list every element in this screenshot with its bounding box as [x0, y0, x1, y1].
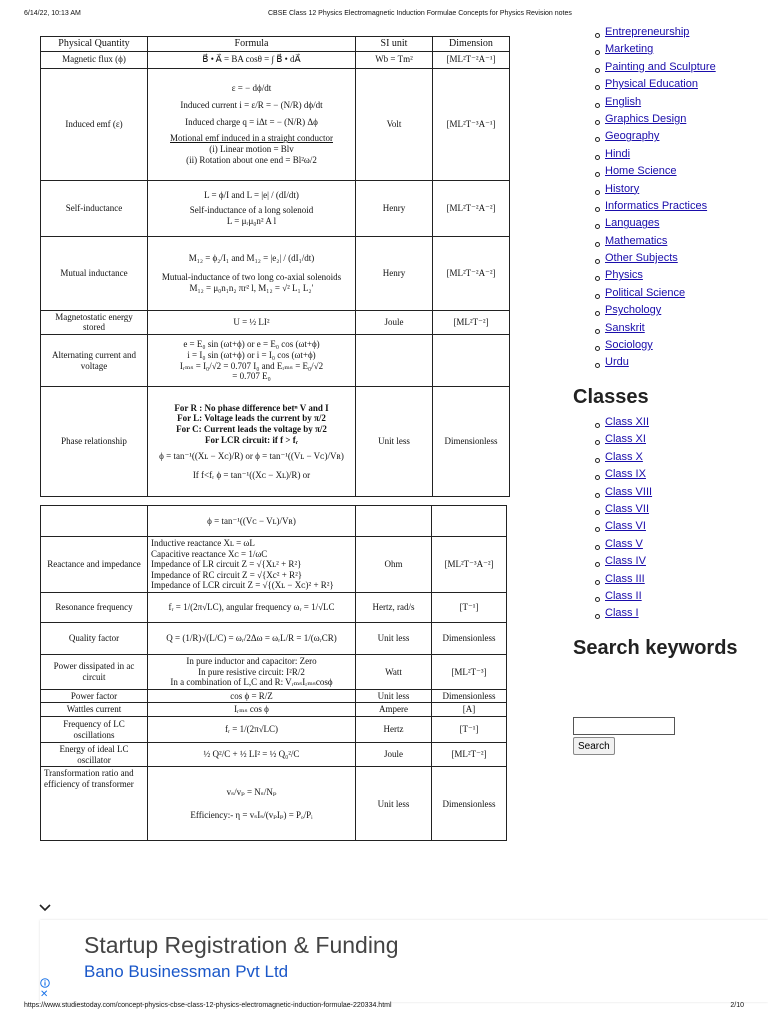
- list-item: [573, 26, 753, 43]
- table-row: [41, 689, 507, 703]
- formula-line: Capacitive reactance Xᴄ = 1/ωC: [151, 548, 268, 559]
- formula-line: vₛ/vₚ = Nₛ/Nₚ: [226, 787, 277, 798]
- column-header: Formula: [148, 37, 356, 52]
- list-item: [573, 339, 753, 356]
- search-button[interactable]: Search: [573, 737, 615, 755]
- subject-link[interactable]: English: [605, 95, 642, 108]
- formula-line: In pure resistive circuit: I²R/2: [198, 666, 305, 677]
- table-row: [41, 743, 507, 767]
- formula-cell: [148, 506, 356, 537]
- formula-cell: [148, 743, 356, 767]
- subject-link[interactable]: Physics: [605, 269, 643, 282]
- subject-link[interactable]: Home Science: [605, 165, 677, 178]
- dimension-cell: [ML²T⁻²]: [432, 743, 507, 767]
- subject-link[interactable]: Mathematics: [605, 234, 668, 247]
- formula-cell: [148, 68, 356, 180]
- table-row: [41, 593, 507, 623]
- unit-cell: Hertz, rad/s: [356, 593, 432, 623]
- formula-line: Induced charge q = iΔt = − (N/R) Δϕ: [185, 116, 318, 127]
- formula-line: (ii) Rotation about one end = Bl²ω/2: [186, 154, 317, 165]
- page-number: 2/10: [730, 1002, 744, 1009]
- table-row: [41, 623, 507, 655]
- subject-link[interactable]: Entrepreneurship: [605, 26, 690, 38]
- dimension-cell: [ML²T⁻³A⁻¹]: [433, 68, 510, 180]
- quantity-cell: Power dissipated in ac circuit: [41, 655, 148, 690]
- table-row: [41, 51, 510, 68]
- list-item: [573, 590, 652, 607]
- subject-link[interactable]: Painting and Sculpture: [605, 60, 716, 73]
- unit-cell: Wb = Tm²: [356, 51, 433, 68]
- subject-link[interactable]: Marketing: [605, 43, 654, 56]
- formula-line: = 0.707 E₀: [232, 371, 271, 382]
- formula-cell: [148, 387, 356, 497]
- class-link[interactable]: Class V: [605, 537, 643, 550]
- formula-line: Induced current i = ε/R = − (N/R) dϕ/dt: [180, 100, 323, 111]
- list-item: [573, 252, 753, 269]
- unit-cell: [356, 506, 432, 537]
- quantity-cell: Wattles current: [41, 703, 148, 717]
- formula-line: For L: Voltage leads the current by π/2: [177, 413, 326, 424]
- quantity-cell: [41, 506, 148, 537]
- formula-line: In pure inductor and capacitor: Zero: [186, 656, 317, 667]
- formula-cell: [148, 180, 356, 236]
- subject-link[interactable]: Urdu: [605, 356, 629, 369]
- subject-link[interactable]: Political Science: [605, 286, 686, 299]
- unit-cell: [356, 335, 433, 387]
- table-row: [41, 236, 510, 310]
- dimension-cell: [ML²T⁻³A⁻²]: [432, 537, 507, 593]
- quantity-cell: Quality factor: [41, 623, 148, 655]
- formula-table-1: [40, 36, 510, 497]
- formula-line: Q = (1/R)√(L/C) = ωᵣ/2Δω = ωᵣL/R = 1/(ωᵣCR): [166, 633, 337, 644]
- dimension-cell: Dimensionless: [432, 767, 507, 841]
- formula-line: Inductive reactance Xʟ = ωL: [151, 538, 255, 548]
- formula-cell: [148, 51, 356, 68]
- list-item: [573, 322, 753, 339]
- list-item: [573, 165, 753, 182]
- unit-cell: Henry: [356, 236, 433, 310]
- subject-link[interactable]: Other Subjects: [605, 252, 678, 265]
- unit-cell: Unit less: [356, 767, 432, 841]
- subject-link[interactable]: Physical Education: [605, 78, 698, 91]
- formula-line: U = ½ LI²: [233, 317, 270, 328]
- dimension-cell: [433, 335, 510, 387]
- list-item: [573, 43, 753, 60]
- table-row: [41, 703, 507, 717]
- formula-line: ½ Q²/C + ½ LI² = ½ Q₀²/C: [203, 749, 300, 760]
- unit-cell: Henry: [356, 180, 433, 236]
- class-link[interactable]: Class II: [605, 589, 642, 602]
- print-footer: [0, 1002, 768, 1016]
- quantity-cell: Transformation ratio and efficiency of transformer: [41, 767, 148, 841]
- list-item: [573, 486, 652, 503]
- class-link[interactable]: Class XII: [605, 416, 650, 428]
- quantity-cell: Self-inductance: [41, 180, 148, 236]
- quantity-cell: Mutual inductance: [41, 236, 148, 310]
- dimension-cell: [A]: [432, 703, 507, 717]
- search-input[interactable]: [573, 717, 675, 735]
- dimension-cell: [ML²T⁻²A⁻²]: [433, 180, 510, 236]
- unit-cell: Watt: [356, 655, 432, 690]
- class-link[interactable]: Class IV: [605, 555, 646, 568]
- subject-link[interactable]: Psychology: [605, 304, 662, 317]
- subject-link[interactable]: Informatics Practices: [605, 199, 708, 212]
- list-item: [573, 468, 652, 485]
- dimension-cell: Dimensionless: [432, 689, 507, 703]
- formula-table-2: [40, 505, 507, 841]
- list-item: [573, 451, 652, 468]
- formula-line: L = μᵣμ₀n² A l: [226, 216, 277, 227]
- table-row: [41, 335, 510, 387]
- dimension-cell: [ML²T⁻²A⁻¹]: [433, 51, 510, 68]
- list-item: [573, 607, 652, 624]
- formula-cell: [148, 689, 356, 703]
- list-item: [573, 573, 652, 590]
- quantity-cell: Magnetic flux (ϕ): [41, 51, 148, 68]
- formula-cell: [148, 537, 356, 593]
- table-row: [41, 717, 507, 743]
- subject-link[interactable]: Hindi: [605, 147, 631, 160]
- list-item: [573, 416, 652, 433]
- formula-line: M₁₂ = μ₀n₁n₂ πr² l, M₁₂ = √² L₁ L₂′: [189, 282, 314, 293]
- quantity-cell: Induced emf (ε): [41, 68, 148, 180]
- formula-line: Mutual-inductance of two long co-axial solenoids: [161, 271, 342, 282]
- subject-link[interactable]: History: [605, 182, 640, 195]
- list-item: [573, 96, 753, 113]
- print-url: https://www.studiestoday.com/concept-physics-cbse-class-12-physics-electromagnetic-induction-formulae-220334.html: [24, 1002, 392, 1009]
- formula-line: Self-inductance of a long solenoid: [189, 205, 314, 216]
- classes-heading: Classes: [573, 386, 649, 408]
- list-item: [573, 200, 753, 217]
- formula-line: For R : No phase difference betⁿ V and I: [174, 402, 329, 413]
- subject-link[interactable]: Graphics Design: [605, 112, 687, 125]
- table-row: [41, 180, 510, 236]
- formula-line: If f<fᵣ ϕ = tan⁻¹((Xᴄ − Xʟ)/R) or: [192, 469, 311, 480]
- column-header: SI unit: [356, 37, 433, 52]
- list-item: [573, 304, 753, 321]
- list-item: [573, 538, 652, 555]
- unit-cell: Unit less: [356, 623, 432, 655]
- formula-cell: [148, 335, 356, 387]
- formula-cell: [148, 593, 356, 623]
- formula-line: fᵣ = 1/(2π√LC), angular frequency ωᵣ = 1/√LC: [168, 602, 335, 613]
- formula-line: (i) Linear motion = Blv: [209, 143, 294, 154]
- unit-cell: Volt: [356, 68, 433, 180]
- list-item: [573, 520, 652, 537]
- formula-line: Impedance of RC circuit Z = √{Xc² + R²}: [151, 569, 303, 580]
- unit-cell: Joule: [356, 310, 433, 334]
- unit-cell: Hertz: [356, 717, 432, 743]
- table-header-row: [41, 37, 510, 52]
- subject-link[interactable]: Sanskrit: [605, 321, 645, 334]
- subject-list: [573, 26, 753, 374]
- class-link[interactable]: Class I: [605, 607, 639, 620]
- formula-line: Iᵣₘₛ = I₀/√2 = 0.707 I₀ and Eᵣₘₛ = E₀/√2: [179, 360, 324, 371]
- table-row: [41, 767, 507, 841]
- class-link[interactable]: Class X: [605, 450, 643, 463]
- table-row: [41, 655, 507, 690]
- formula-cell: [148, 623, 356, 655]
- list-item: [573, 78, 753, 95]
- ad-banner[interactable]: [40, 920, 768, 1002]
- list-item: [573, 287, 753, 304]
- table-row: [41, 537, 507, 593]
- formula-line: cos ϕ = R/Z: [230, 690, 273, 701]
- formula-line: ϕ = tan⁻¹((Vᴄ − Vʟ)/Vʀ): [207, 515, 296, 526]
- subject-link[interactable]: Sociology: [605, 339, 653, 352]
- unit-cell: Unit less: [356, 689, 432, 703]
- table-row: [41, 68, 510, 180]
- unit-cell: Unit less: [356, 387, 433, 497]
- quantity-cell: Reactance and impedance: [41, 537, 148, 593]
- formula-line: For LCR circuit: if f > fᵣ: [204, 434, 299, 445]
- list-item: [573, 61, 753, 78]
- column-header: Dimension: [433, 37, 510, 52]
- ad-subtitle[interactable]: Bano Businessman Pvt Ltd: [84, 962, 289, 981]
- list-item: [573, 183, 753, 200]
- formula-line: In a combination of L,C and R: VᵣₘₛIᵣₘₛcosϕ: [170, 677, 333, 688]
- quantity-cell: Resonance frequency: [41, 593, 148, 623]
- table-row: [41, 310, 510, 334]
- formula-cell: [148, 310, 356, 334]
- formula-line: Motional emf induced in a straight conductor: [170, 133, 333, 144]
- list-item: [573, 217, 753, 234]
- list-item: [573, 235, 753, 252]
- formula-line: fᵣ = 1/(2π√LC): [224, 724, 279, 735]
- quantity-cell: Energy of ideal LC oscillator: [41, 743, 148, 767]
- dimension-cell: [ML²T⁻²]: [433, 310, 510, 334]
- formula-line: Efficiency:- η = vₛIₛ/(vₚIₚ) = Pₒ/Pᵢ: [190, 809, 313, 820]
- print-header: [0, 10, 768, 24]
- list-item: [573, 433, 652, 450]
- formula-line: L = ϕ/I and L = |e| / (dI/dt): [204, 189, 299, 200]
- unit-cell: Ohm: [356, 537, 432, 593]
- formula-cell: [148, 717, 356, 743]
- quantity-cell: Frequency of LC oscillations: [41, 717, 148, 743]
- class-link[interactable]: Class VIII: [605, 485, 653, 498]
- sidebar: [573, 26, 753, 752]
- formula-cell: [148, 236, 356, 310]
- list-item: [573, 555, 652, 572]
- formula-cell: [148, 655, 356, 690]
- class-link[interactable]: Class III: [605, 572, 645, 585]
- formula-line: i = I₀ sin (ωt+ϕ) or i = I₀ cos (ωt+ϕ): [187, 349, 316, 360]
- formula-line: Impedance of LR circuit Z = √{Xʟ² + R²}: [151, 559, 302, 570]
- formula-cell: [148, 767, 356, 841]
- formula-line: M₁₂ = ϕ₂/I₁ and M₁₂ = |e₂| / (dI₁/dt): [188, 253, 315, 264]
- dimension-cell: [T⁻¹]: [432, 593, 507, 623]
- subject-link[interactable]: Languages: [605, 217, 660, 230]
- formula-line: ε = − dϕ/dt: [231, 83, 272, 94]
- class-link[interactable]: Class IX: [605, 468, 646, 481]
- list-item: [573, 113, 753, 130]
- formula-line: ϕ = tan⁻¹((Xʟ − Xᴄ)/R) or ϕ = tan⁻¹((Vʟ − Vᴄ)/Vʀ): [159, 451, 344, 462]
- print-title: CBSE Class 12 Physics Electromagnetic Induction Formulae Concepts for Physics Revision notes: [268, 10, 572, 17]
- subject-link[interactable]: Geography: [605, 130, 660, 143]
- print-datetime: 6/14/22, 10:13 AM: [24, 10, 81, 17]
- dimension-cell: Dimensionless: [433, 387, 510, 497]
- list-item: [573, 148, 753, 165]
- formula-cell: [148, 703, 356, 717]
- formula-line: Impedance of LCR circuit Z = √{(Xʟ − Xᴄ)² + R²}: [151, 580, 334, 591]
- chevron-down-icon[interactable]: [38, 902, 52, 914]
- ad-info-icon[interactable]: [40, 978, 50, 988]
- class-list: [573, 416, 652, 625]
- table-row: [41, 387, 510, 497]
- formula-line: e = E₀ sin (ωt+ϕ) or e = E₀ cos (ωt+ϕ): [183, 339, 320, 350]
- column-header: Physical Quantity: [41, 37, 148, 52]
- list-item: [573, 130, 753, 147]
- class-link[interactable]: Class XI: [605, 433, 646, 446]
- quantity-cell: Magnetostatic energy stored: [41, 310, 148, 334]
- dimension-cell: [ML²T⁻³]: [432, 655, 507, 690]
- formula-line: Iᵣₘₛ cos ϕ: [234, 704, 269, 715]
- dimension-cell: [T⁻¹]: [432, 717, 507, 743]
- list-item: [573, 503, 652, 520]
- formula-line: B⃗ • A⃗ = BA cosθ = ∫ B⃗ • dA⃗: [202, 54, 301, 65]
- search-heading: Search keywords: [573, 637, 738, 659]
- quantity-cell: Alternating current and voltage: [41, 335, 148, 387]
- dimension-cell: Dimensionless: [432, 623, 507, 655]
- quantity-cell: Power factor: [41, 689, 148, 703]
- formula-line: For C: Current leads the voltage by π/2: [176, 423, 327, 434]
- unit-cell: Ampere: [356, 703, 432, 717]
- close-icon[interactable]: ✕: [40, 989, 49, 1000]
- class-link[interactable]: Class VI: [605, 520, 646, 533]
- list-item: [573, 269, 753, 286]
- ad-title[interactable]: Startup Registration & Funding: [84, 932, 399, 958]
- dimension-cell: [432, 506, 507, 537]
- list-item: [573, 356, 753, 373]
- dimension-cell: [ML²T⁻²A⁻²]: [433, 236, 510, 310]
- table-row: [41, 506, 507, 537]
- quantity-cell: Phase relationship: [41, 387, 148, 497]
- class-link[interactable]: Class VII: [605, 502, 650, 515]
- unit-cell: Joule: [356, 743, 432, 767]
